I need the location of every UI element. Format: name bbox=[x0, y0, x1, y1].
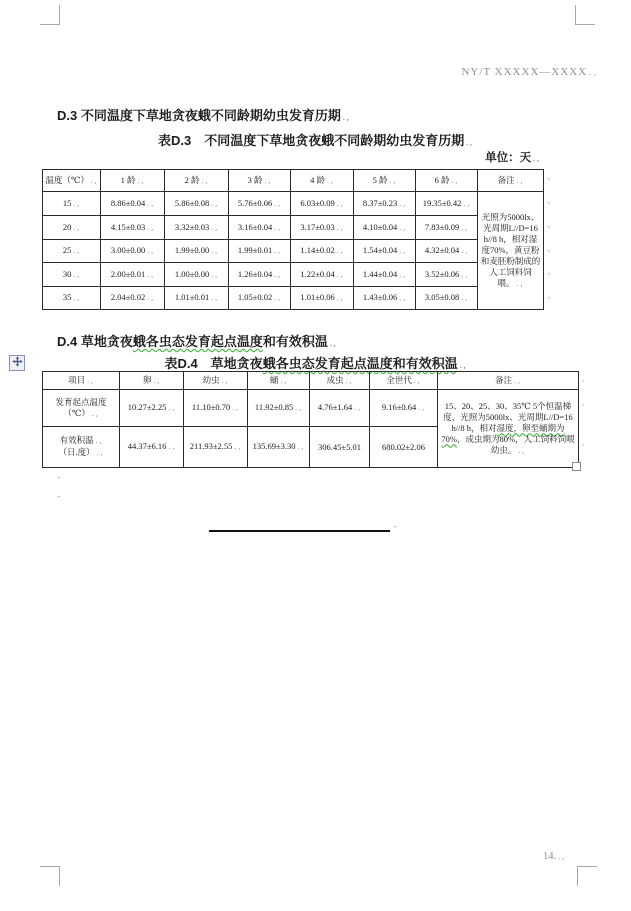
table-cell: 10.27±2.25., bbox=[120, 390, 184, 427]
table-cell: 1.22±0.04., bbox=[291, 263, 354, 287]
table-row bbox=[43, 390, 579, 427]
spellcheck-squiggle: 蛾各虫态发育起点温度 bbox=[132, 334, 263, 349]
table-cell: 306.45±5.01 bbox=[310, 427, 370, 468]
row-end-mark: ., bbox=[547, 198, 551, 205]
row-end-mark: ., bbox=[581, 400, 585, 407]
temp-cell: 35., bbox=[43, 287, 101, 310]
table-caption-d3: 表D.3 不同温度下草地贪夜蛾不同龄期幼虫发育历期., bbox=[157, 133, 474, 148]
crop-mark-top-left bbox=[40, 5, 60, 25]
table-cell: 1.26±0.04., bbox=[229, 263, 291, 287]
remark-cell: 15、20、25、30、35℃ 5个恒温梯度，光照为5000lx、光周期L//D=16 h//8 h，相对湿度，卵至蛹期为70%，成虫期为80%，人工饲料饲喂幼虫。., bbox=[438, 390, 579, 468]
temp-cell: 20., bbox=[43, 216, 101, 240]
table-cell: 7.83±0.09., bbox=[416, 216, 478, 240]
table-cell: 4.32±0.04., bbox=[416, 240, 478, 263]
table-row bbox=[43, 287, 544, 310]
table-cell: 4.76±1.64., bbox=[310, 390, 370, 427]
table-cell: 1.54±0.04., bbox=[354, 240, 416, 263]
table-d3 bbox=[42, 169, 544, 310]
blank-underline bbox=[209, 530, 390, 532]
remark-cell: 光照为5000lx、光周期L//D=16 h//8 h，相对湿度70%，黄豆粉和麦胚粉制成的人工饲料饲喂。., bbox=[478, 192, 544, 310]
row-end-mark: ., bbox=[547, 246, 551, 253]
table-cell: 19.35±0.42., bbox=[416, 192, 478, 216]
crop-mark-bottom-left bbox=[40, 866, 60, 886]
table-d3-header-row bbox=[43, 170, 544, 192]
crop-mark-bottom-right bbox=[577, 866, 597, 886]
header-cell: 5 龄., bbox=[354, 170, 416, 192]
table-cell: 8.86±0.04., bbox=[101, 192, 165, 216]
header-cell: 4 龄., bbox=[291, 170, 354, 192]
header-cell: 3 龄., bbox=[229, 170, 291, 192]
table-cell: 11.10±0.70., bbox=[184, 390, 248, 427]
table-cell: 11.92±0.85., bbox=[248, 390, 310, 427]
table-cell: 211.93±2.55., bbox=[184, 427, 248, 468]
table-cell: 8.37±0.23., bbox=[354, 192, 416, 216]
table-cell: 44.37±6.16., bbox=[120, 427, 184, 468]
row-end-mark: ., bbox=[547, 269, 551, 276]
table-cell: 1.14±0.02., bbox=[291, 240, 354, 263]
paragraph-mark: ., bbox=[57, 491, 61, 499]
table-cell: 4.10±0.04., bbox=[354, 216, 416, 240]
table-cell: 1.01±0.06., bbox=[291, 287, 354, 310]
table-cell: 2.04±0.02., bbox=[101, 287, 165, 310]
table-cell: 680.02±2.06 bbox=[370, 427, 438, 468]
table-cell: 1.01±0.01., bbox=[165, 287, 229, 310]
header-cell: 蛹., bbox=[248, 372, 310, 390]
table-cell: 3.32±0.03., bbox=[165, 216, 229, 240]
row-label-cell: 有效积温., （日.度）., bbox=[43, 427, 120, 468]
header-cell: 6 龄., bbox=[416, 170, 478, 192]
table-row bbox=[43, 240, 544, 263]
header-cell: 1 龄., bbox=[101, 170, 165, 192]
table-cell: 2.00±0.01., bbox=[101, 263, 165, 287]
table-cell: 3.16±0.04., bbox=[229, 216, 291, 240]
row-end-mark: ., bbox=[581, 440, 585, 447]
crop-mark-top-right bbox=[575, 5, 595, 25]
table-row bbox=[43, 263, 544, 287]
header-cell: 全世代., bbox=[370, 372, 438, 390]
header-cell: 温度（℃）., bbox=[43, 170, 101, 192]
table-cell: 5.86±0.08., bbox=[165, 192, 229, 216]
running-header: NY/T XXXXX—XXXX., bbox=[461, 66, 598, 78]
header-cell: 成虫., bbox=[310, 372, 370, 390]
temp-cell: 30., bbox=[43, 263, 101, 287]
header-cell: 项目., bbox=[43, 372, 120, 390]
table-cell: 1.99±0.00., bbox=[165, 240, 229, 263]
spellcheck-squiggle: 湿度，卵至蛹期为70% bbox=[441, 422, 565, 444]
table-cell: 3.00±0.00., bbox=[101, 240, 165, 263]
table-cell: 135.69±3.30., bbox=[248, 427, 310, 468]
table-cell: 6.03±0.09., bbox=[291, 192, 354, 216]
temp-cell: 15., bbox=[43, 192, 101, 216]
table-cell: 1.00±0.00., bbox=[165, 263, 229, 287]
table-resize-handle[interactable] bbox=[572, 462, 581, 471]
paragraph-mark: ., bbox=[57, 472, 61, 480]
unit-label: 单位：天., bbox=[485, 152, 540, 164]
table-caption-d4: 表D.4 草地贪夜蛾各虫态发育起点温度和有效积温., bbox=[164, 356, 467, 371]
table-d4-header-row bbox=[43, 372, 579, 390]
table-cell: 4.15±0.03., bbox=[101, 216, 165, 240]
paragraph-mark: ., bbox=[393, 521, 397, 529]
spellcheck-squiggle: 蛾各虫态发育起点温度和有效积温 bbox=[262, 356, 458, 371]
row-end-mark: ., bbox=[547, 293, 551, 300]
table-cell: 9.16±0.64., bbox=[370, 390, 438, 427]
header-cell: 备注., bbox=[478, 170, 544, 192]
table-cell: 3.17±0.03., bbox=[291, 216, 354, 240]
table-cell: 1.05±0.02., bbox=[229, 287, 291, 310]
temp-cell: 25., bbox=[43, 240, 101, 263]
table-d4 bbox=[42, 371, 579, 468]
section-heading-d3: D.3 不同温度下草地贪夜蛾不同龄期幼虫发育历期., bbox=[57, 108, 350, 123]
row-end-mark: ., bbox=[547, 222, 551, 229]
table-cell: 5.76±0.06., bbox=[229, 192, 291, 216]
header-cell: 卵., bbox=[120, 372, 184, 390]
header-cell: 2 龄., bbox=[165, 170, 229, 192]
table-cell: 1.43±0.06., bbox=[354, 287, 416, 310]
header-cell: 幼虫., bbox=[184, 372, 248, 390]
table-cell: 3.05±0.08., bbox=[416, 287, 478, 310]
row-end-mark: ., bbox=[547, 174, 551, 181]
page-number: 14.., bbox=[543, 851, 565, 862]
row-label-cell: 发育起点温度 （℃）., bbox=[43, 390, 120, 427]
table-cell: 3.52±0.06., bbox=[416, 263, 478, 287]
table-row bbox=[43, 216, 544, 240]
header-cell: 备注., bbox=[438, 372, 579, 390]
table-cell: 1.44±0.04., bbox=[354, 263, 416, 287]
table-row bbox=[43, 192, 544, 216]
row-end-mark: ., bbox=[581, 376, 585, 383]
table-cell: 1.99±0.01., bbox=[229, 240, 291, 263]
section-heading-d4: D.4 草地贪夜蛾各虫态发育起点温度和有效积温., bbox=[57, 334, 337, 349]
